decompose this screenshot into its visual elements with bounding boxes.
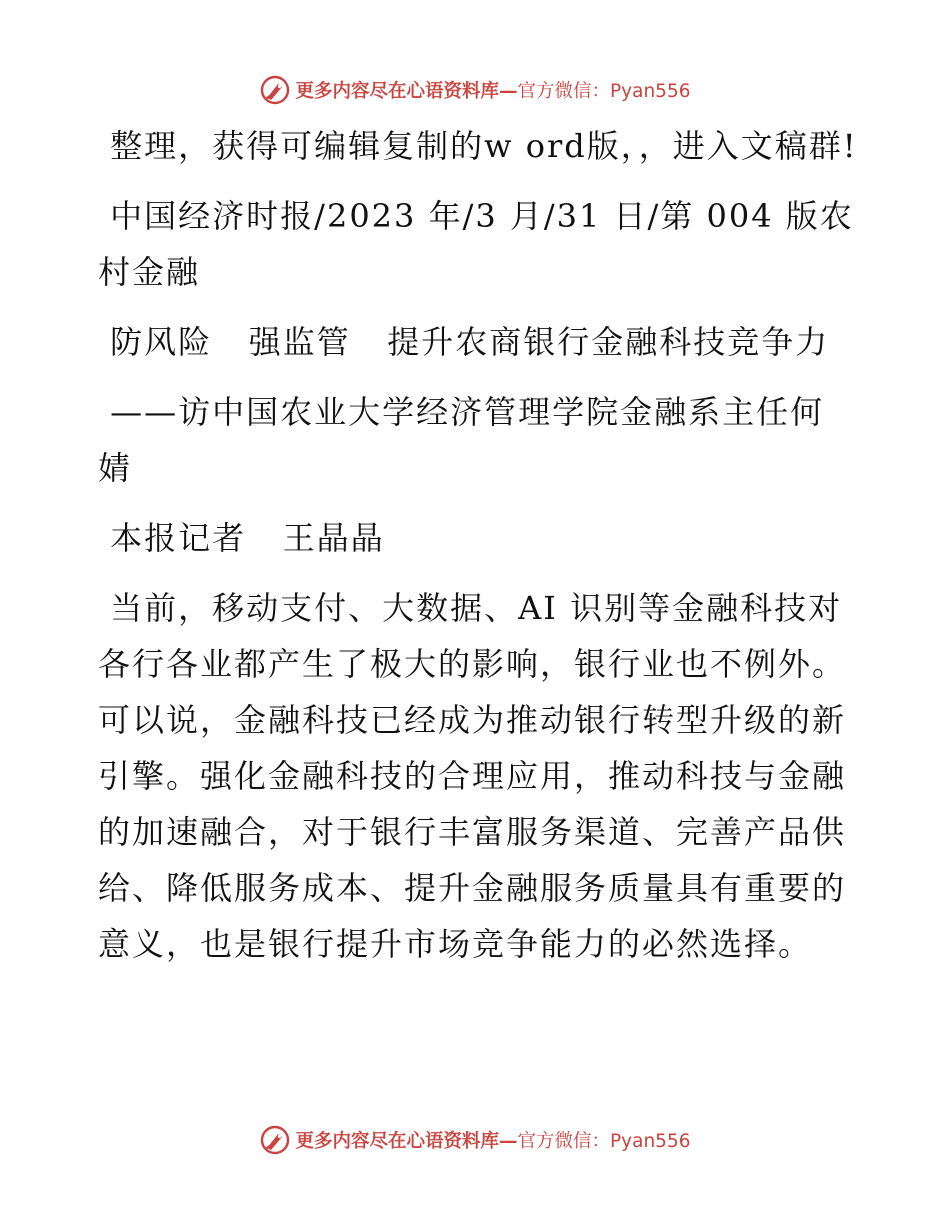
intro-paragraph: 整理，获得可编辑复制的w ord版，，进入文稿群!	[98, 127, 858, 165]
banner-wechat: 官方微信：Pyan556	[517, 1131, 691, 1152]
body-paragraph: 当前，移动支付、大数据、AI 识别等金融科技对各行各业都产生了极大的影响，银行业也不例外。可以说，金融科技已经成为推动银行转型升级的新引擎。强化金融科技的合理应用，推动科技与金融的加速融合，对于银行丰富服务渠道、完善产品供给、降低服务成本、提升金融服务质量具有重要的意义，也是银行提升市场竞争能力的必然选择。	[98, 589, 847, 963]
pen-nib-logo-icon	[260, 1125, 290, 1155]
pen-nib-logo-icon	[260, 75, 290, 105]
source-line: 中国经济时报/2023 年/3 月/31 日/第 004 版农村金融	[98, 197, 854, 291]
footer-watermark-banner	[0, 1120, 950, 1160]
article-title: 防风险 强监管 提升农商银行金融科技竞争力	[98, 323, 830, 361]
banner-text: 更多内容尽在心语资料库—	[295, 81, 518, 102]
banner-wechat: 官方微信：Pyan556	[517, 81, 691, 102]
article-subtitle: ——访中国农业大学经济管理学院金融系主任何婧	[98, 393, 825, 487]
header-watermark-banner	[0, 70, 950, 110]
byline: 本报记者 王晶晶	[98, 519, 385, 557]
banner-text: 更多内容尽在心语资料库—	[295, 1131, 518, 1152]
document-body	[98, 118, 858, 972]
